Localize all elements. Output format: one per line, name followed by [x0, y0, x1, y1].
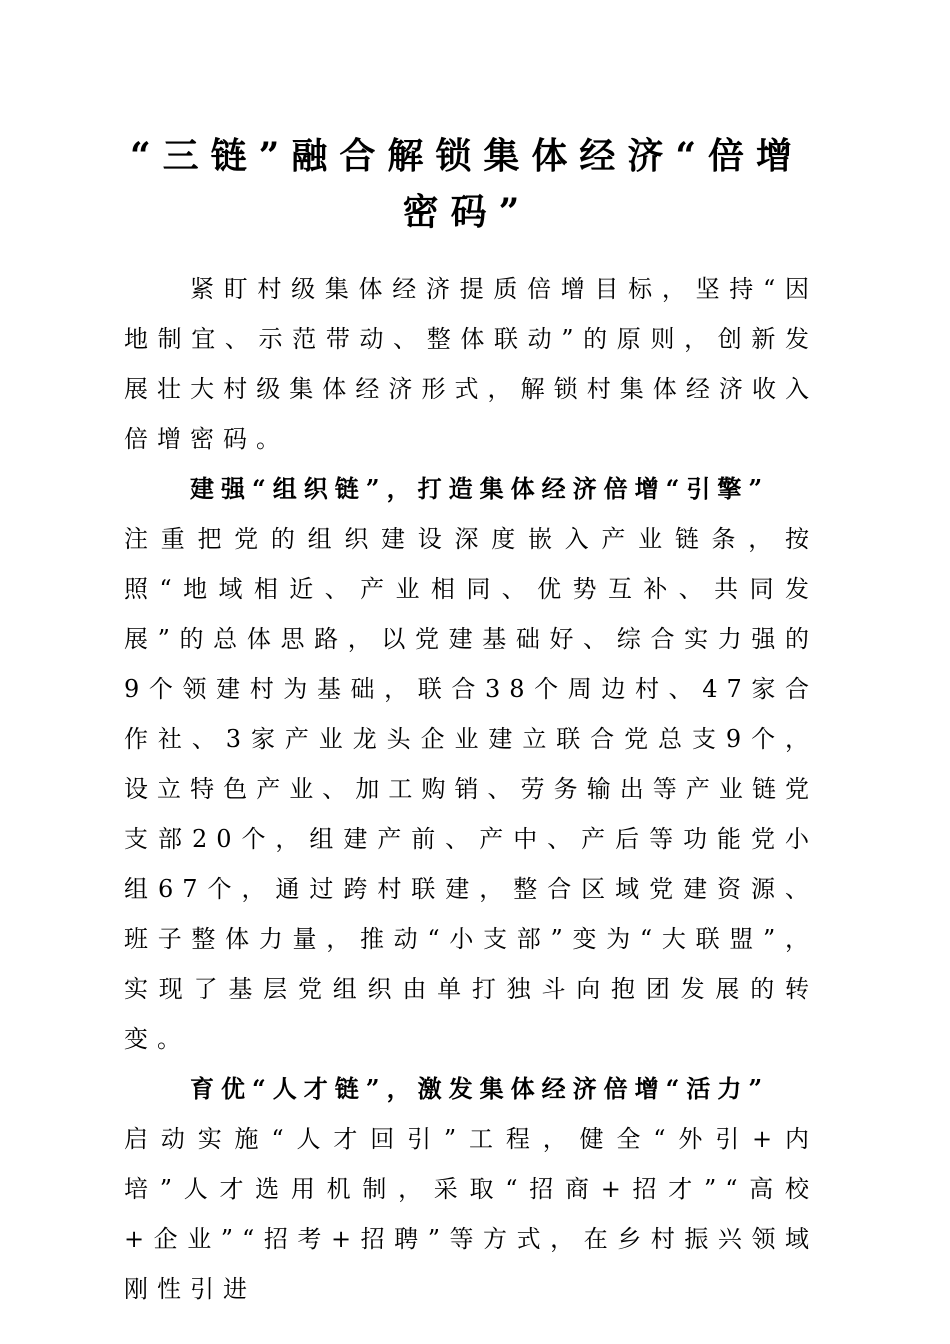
section-2-body: 启动实施“人才回引”工程，健全“外引+内培”人才选用机制，采取“招商+招才”“高校+企业”“招考+招聘”等方式，在乡村振兴领域刚性引进	[124, 1125, 818, 1303]
document-title: “三链”融合解锁集体经济“倍增密码”	[129, 135, 805, 233]
section-1-heading	[124, 464, 818, 514]
section-1-body: 注重把党的组织建设深度嵌入产业链条，按照“地域相近、产业相同、优势互补、共同发展”的总体思路，以党建基础好、综合实力强的9个领建村为基础，联合38个周边村、47家合作社、3家产业龙头企业建立联合党总支9个，设立特色产业、加工购销、劳务输出等产业链党支部20个，组建产前、产中、产后等功能党小组67个，通过跨村联建，整合区域党建资源、班子整体力量，推动“小支部”变为“大联盟”，实现了基层党组织由单打独斗向抱团发展的转变。	[124, 525, 818, 1053]
section-2-heading-text: 育优“人才链”，激发集体经济倍增“活力”	[190, 1074, 770, 1103]
intro-paragraph: 紧盯村级集体经济提质倍增目标，坚持“因地制宜、示范带动、整体联动”的原则，创新发展壮大村级集体经济形式，解锁村集体经济收入倍增密码。	[124, 275, 818, 453]
document-body	[124, 264, 818, 1314]
section-2-heading	[124, 1064, 818, 1114]
section-1-heading-text: 建强“组织链”，打造集体经济倍增“引擎”	[190, 474, 770, 503]
